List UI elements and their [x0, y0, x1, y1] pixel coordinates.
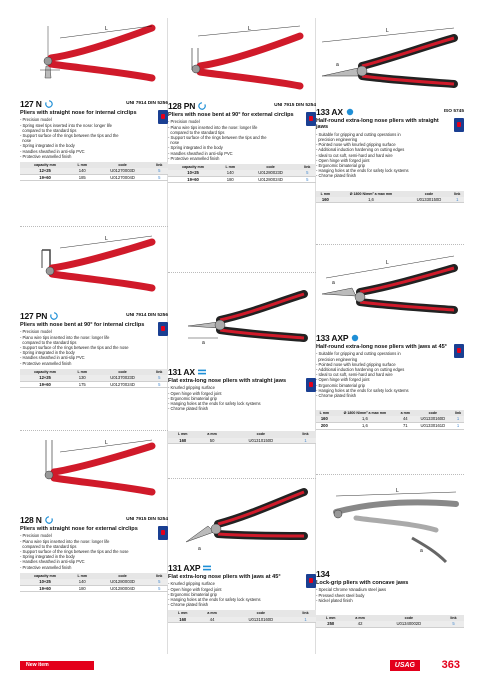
table-header: a mm: [397, 410, 413, 416]
feature-list: [168, 385, 316, 411]
table-link-cell[interactable]: 1: [451, 197, 464, 203]
table-header: link: [299, 164, 316, 170]
product-image: [20, 230, 168, 310]
table-cell: 42: [346, 621, 375, 627]
external-circlip-icon: [45, 516, 53, 524]
product-133axp: [316, 248, 464, 430]
feature-item: - Piano wire tips inserted into the nose: longer life: [168, 124, 258, 130]
table-header: L mm: [70, 369, 94, 375]
feature-list: [316, 132, 464, 179]
svg-text:L: L: [105, 440, 108, 446]
table-link-cell[interactable]: 5: [151, 579, 168, 585]
certification-badge-icon: [158, 526, 168, 540]
feature-item: - Support surface of the rings between the tips and the: [20, 133, 119, 139]
product-image: [168, 18, 316, 100]
certification-badge-icon: [454, 344, 464, 358]
feature-item: - Support surface of the rings between the tips and the: [168, 135, 267, 141]
table-row: [168, 176, 316, 183]
table-header: L mm: [316, 191, 335, 197]
table-cell: 1,6: [335, 197, 407, 203]
table-link-cell[interactable]: 5: [151, 174, 168, 181]
product-title: Pliers with straight nose for internal circlips: [20, 110, 137, 116]
standard-label: UNI 7914 DIN 5256: [126, 101, 168, 106]
page-number: 363: [441, 659, 460, 671]
feature-item: - Nickel plated finish: [316, 597, 353, 603]
svg-text:a: a: [336, 62, 339, 68]
table-header: L mm: [218, 164, 242, 170]
feature-item: - Additional induction hardening on cutting edges: [316, 367, 405, 373]
table-cell: 160: [168, 438, 198, 444]
feature-item: - Hanging holes at the ends for safety lock systems: [316, 387, 409, 393]
circlip-pliers-illustration: [20, 18, 168, 98]
table-header: code: [375, 615, 443, 621]
external-circlip-pliers-illustration: [20, 434, 168, 514]
feature-item: precision engineering: [316, 356, 358, 362]
feature-item: - Hanging holes at the ends for safety lock systems: [168, 597, 261, 603]
table-header: Ø 1800 N/mm² a max mm: [333, 410, 397, 416]
svg-text:L: L: [386, 28, 389, 34]
feature-item: - Chrome plated finish: [316, 173, 357, 179]
feature-item: - Special Chrome Vanadium steel jaws: [316, 587, 387, 593]
table-cell: 1,6: [333, 423, 397, 430]
page-footer: [20, 660, 460, 672]
feature-item: - Knurled gripping surface: [168, 581, 215, 587]
table-cell: 50: [198, 438, 227, 444]
table-header: code: [94, 369, 150, 375]
internal-circlip-icon: [45, 100, 53, 108]
product-title: Half-round extra-long nose pliers with straight jaws: [316, 118, 439, 131]
table-cell: U01270004D: [94, 174, 150, 181]
half-round-nose-pliers-illustration: [316, 18, 464, 106]
table-header: a mm: [198, 431, 227, 437]
feature-item: - Chrome plated finish: [168, 602, 209, 608]
feature-item: - Suitable for gripping and cutting operations in: [316, 131, 401, 137]
product-image: [316, 482, 464, 568]
external-circlip-icon: [198, 102, 206, 110]
table-cell: 180: [70, 585, 94, 592]
feature-item: - Piano wire tips inserted into the nose: longer life: [20, 334, 110, 340]
feature-item: - Chrome plated finish: [168, 406, 209, 412]
svg-text:a: a: [420, 548, 423, 554]
feature-item: - Support surface of the rings between the tips and the nose: [20, 345, 129, 351]
product-code: 127 N: [20, 98, 42, 109]
feature-item: - Ideal to cut soft, semi-hard and hard wire: [316, 372, 393, 378]
feature-item: - Knurled gripping surface: [168, 385, 215, 391]
feature-item: compared to the standard tips: [20, 127, 77, 133]
spec-table: [316, 615, 464, 628]
product-title: Pliers with straight nose for external circlips: [20, 526, 138, 532]
table-cell: 19÷60: [20, 381, 70, 388]
table-link-cell[interactable]: 5: [299, 170, 316, 176]
table-cell: U01280024D: [242, 176, 298, 183]
product-image: [20, 434, 168, 514]
table-link-cell[interactable]: 5: [299, 176, 316, 183]
table-cell: 160: [168, 617, 198, 623]
feature-item: - Precision model: [20, 533, 52, 539]
svg-text:a: a: [332, 280, 335, 286]
feature-list: [20, 117, 168, 159]
spec-table: [20, 573, 168, 592]
table-cell: 1,6: [333, 416, 397, 422]
product-title: Flat extra-long nose pliers with jaws at 45°: [168, 574, 281, 580]
table-row: [168, 617, 316, 623]
table-header: code: [227, 610, 295, 616]
product-131ax: [168, 276, 316, 444]
certification-badge-icon: [306, 378, 316, 392]
product-127pn: [20, 230, 168, 388]
feature-item: - Spring integrated in the body: [20, 554, 75, 560]
round-nose-icon: [351, 334, 359, 342]
table-cell: 19÷60: [20, 585, 70, 592]
table-row: [20, 174, 168, 181]
feature-list: [20, 329, 168, 365]
feature-item: - Pointed nose with knurled gripping surface: [316, 361, 396, 367]
table-cell: 185: [70, 174, 94, 181]
feature-item: - Precision model: [168, 119, 200, 125]
table-cell: 19÷60: [20, 174, 70, 181]
product-title: Pliers with nose bent at 90° for internal circlips: [20, 322, 145, 328]
table-row: [316, 197, 464, 203]
table-cell: U01270024D: [94, 381, 150, 388]
flat-nose-icon: [198, 368, 206, 376]
svg-text:L: L: [386, 260, 389, 266]
feature-list: [20, 533, 168, 569]
feature-item: - Handles sheathed in anti-slip PVC: [20, 355, 85, 361]
table-header: link: [295, 610, 316, 616]
table-link-cell[interactable]: 1: [295, 438, 316, 444]
table-cell: 160: [316, 197, 335, 203]
product-image: [316, 248, 464, 332]
svg-text:L: L: [396, 488, 399, 494]
standard-label: UNI 7915 DIN 5254: [126, 517, 168, 522]
spec-table: [168, 610, 316, 623]
feature-item: compared to the standard tips: [20, 543, 77, 549]
table-header: code: [94, 573, 150, 579]
feature-item: - Pointed nose with knurled gripping surface: [316, 142, 396, 148]
table-header: L mm: [168, 431, 198, 437]
feature-item: - Hanging holes at the ends for safety lock systems: [168, 401, 261, 407]
table-header: link: [151, 573, 168, 579]
table-header: link: [451, 191, 464, 197]
feature-item: - Hanging holes at the ends for safety lock systems: [316, 168, 409, 174]
standard-label: UNI 7914 DIN 5256: [126, 313, 168, 318]
feature-item: compared to the standard tips: [168, 129, 225, 135]
feature-item: - Spring steel tips inserted into the nose: longer life: [20, 122, 112, 128]
product-image: [20, 18, 168, 98]
feature-item: - Protective enamelled finish: [168, 155, 220, 161]
feature-item: - Ideal to cut soft, semi-hard and hard wire: [316, 152, 393, 158]
table-link-cell[interactable]: 1: [452, 416, 464, 422]
product-code: 127 PN: [20, 310, 48, 321]
table-header: capacity mm: [20, 573, 70, 579]
feature-item: - Open hinge with forged joint: [316, 157, 370, 163]
feature-item: - Handles sheathed in anti-slip PVC: [168, 150, 233, 156]
table-header: a mm: [198, 610, 227, 616]
flat-nose-pliers-45-illustration: [168, 480, 316, 562]
table-link-cell[interactable]: 1: [295, 617, 316, 623]
product-code: 128 N: [20, 514, 42, 525]
feature-item: - Handles sheathed in anti-slip PVC: [20, 559, 85, 565]
product-code: 134: [316, 568, 330, 579]
feature-item: nose: [20, 138, 32, 144]
feature-item: - Pressed sheet steel body: [316, 592, 365, 598]
feature-item: - Chrome plated finish: [316, 393, 357, 399]
feature-list: [316, 587, 464, 603]
feature-item: - Open hinge with forged joint: [168, 390, 222, 396]
table-cell: 180: [218, 176, 242, 183]
product-image: [168, 276, 316, 366]
lock-grip-pliers-illustration: [316, 482, 464, 568]
table-link-cell[interactable]: 5: [151, 381, 168, 388]
flat-nose-pliers-illustration: [168, 276, 316, 366]
feature-item: - Spring integrated in the body: [20, 143, 75, 149]
spec-table: [316, 410, 464, 429]
product-134: [316, 482, 464, 628]
table-cell: U01340002D: [375, 621, 443, 627]
table-cell: 160: [316, 416, 333, 422]
table-header: L mm: [70, 573, 94, 579]
table-cell: U01280023D: [242, 170, 298, 176]
table-header: capacity mm: [20, 162, 70, 168]
feature-item: - Open hinge with forged joint: [168, 586, 222, 592]
table-header: Ø 1800 N/mm² a max mm: [335, 191, 407, 197]
table-cell: 200: [316, 423, 333, 430]
feature-item: compared to the standard tips: [20, 339, 77, 345]
table-header: L mm: [316, 410, 333, 416]
table-row: [20, 381, 168, 388]
svg-text:L: L: [105, 236, 108, 242]
table-row: [316, 423, 464, 430]
feature-item: - Ergonomic bimaterial grip: [168, 591, 217, 597]
table-cell: U01280003D: [94, 579, 150, 585]
table-cell: U01330160D: [414, 416, 453, 422]
table-header: L mm: [70, 162, 94, 168]
svg-text:L: L: [248, 26, 251, 32]
table-link-cell[interactable]: 5: [151, 585, 168, 592]
table-link-cell[interactable]: 5: [151, 375, 168, 381]
feature-item: - Piano wire tips inserted into the nose: longer life: [20, 538, 110, 544]
table-cell: 12÷25: [20, 168, 70, 174]
table-cell: 10÷25: [20, 579, 70, 585]
table-header: link: [151, 162, 168, 168]
spec-table: [316, 191, 464, 204]
table-row: [316, 621, 464, 627]
certification-badge-icon: [158, 322, 168, 336]
flat-nose-icon: [203, 564, 211, 572]
product-133ax: [316, 18, 464, 203]
table-header: link: [151, 369, 168, 375]
product-128pn: [168, 18, 316, 183]
table-header: link: [452, 410, 464, 416]
product-code: 133 AX: [316, 106, 343, 117]
table-header: L mm: [168, 610, 198, 616]
product-image: [316, 18, 464, 106]
half-round-nose-pliers-45-illustration: [316, 248, 464, 332]
spec-table: [20, 162, 168, 181]
table-cell: U01280004D: [94, 585, 150, 592]
feature-item: - Protective enamelled finish: [20, 564, 72, 570]
table-header: link: [443, 615, 464, 621]
table-link-cell[interactable]: 1: [452, 423, 464, 430]
table-link-cell[interactable]: 5: [151, 168, 168, 174]
table-cell: U01310160D: [227, 617, 295, 623]
product-128n: [20, 434, 168, 592]
table-link-cell[interactable]: 5: [443, 621, 464, 627]
table-cell: 71: [397, 423, 413, 430]
product-127n: [20, 18, 168, 181]
product-code: 128 PN: [168, 100, 196, 111]
table-header: capacity mm: [20, 369, 70, 375]
table-row: [168, 438, 316, 444]
spec-table: [168, 431, 316, 444]
table-cell: 19÷60: [168, 176, 218, 183]
table-header: code: [414, 410, 453, 416]
certification-badge-icon: [454, 118, 464, 132]
feature-item: nose: [168, 140, 180, 146]
feature-item: - Open hinge with forged joint: [316, 377, 370, 383]
table-header: capacity mm: [168, 164, 218, 170]
table-cell: U01310150D: [227, 438, 295, 444]
product-131axp: [168, 480, 316, 623]
table-cell: U01330150D: [407, 197, 450, 203]
table-cell: 140: [70, 579, 94, 585]
feature-item: - Ergonomic bimaterial grip: [168, 395, 217, 401]
feature-item: - Protective enamelled finish: [20, 153, 72, 159]
feature-item: - Spring integrated in the body: [20, 350, 75, 356]
feature-list: [168, 581, 316, 607]
svg-text:a: a: [202, 340, 205, 346]
feature-item: - Spring integrated in the body: [168, 145, 223, 151]
standard-label: ISO 5745: [443, 109, 464, 114]
round-nose-icon: [346, 108, 354, 116]
certification-badge-icon: [306, 574, 316, 588]
brand-logo: USAG: [390, 660, 420, 671]
table-cell: U01370023D: [94, 375, 150, 381]
product-title: Lock-grip pliers with concave jaws: [316, 580, 409, 586]
table-cell: 12÷25: [20, 375, 70, 381]
feature-item: - Protective enamelled finish: [20, 360, 72, 366]
product-code: 131 AX: [168, 366, 195, 377]
table-cell: 10÷25: [168, 170, 218, 176]
new-item-label: New item: [20, 661, 94, 670]
table-cell: 250: [316, 621, 346, 627]
table-header: link: [295, 431, 316, 437]
feature-item: - Support surface of the rings between the tips and the nose: [20, 549, 129, 555]
feature-item: - Ergonomic bimaterial grip: [316, 163, 365, 169]
circlip-pliers-bent-illustration: [168, 18, 316, 100]
feature-item: - Suitable for gripping and cutting operations in: [316, 351, 401, 357]
feature-item: - Precision model: [20, 329, 52, 335]
feature-item: precision engineering: [316, 137, 358, 143]
spec-table: [168, 164, 316, 183]
svg-text:L: L: [105, 26, 108, 32]
table-cell: 175: [70, 381, 94, 388]
product-title: Flat extra-long nose pliers with straight jaws: [168, 378, 287, 384]
standard-label: UNI 7915 DIN 5254: [274, 103, 316, 108]
feature-list: [316, 351, 464, 398]
table-header: code: [227, 431, 295, 437]
feature-item: - Ergonomic bimaterial grip: [316, 382, 365, 388]
product-image: [168, 480, 316, 562]
table-header: code: [242, 164, 298, 170]
table-cell: 140: [70, 168, 94, 174]
internal-circlip-icon: [50, 312, 58, 320]
feature-list: [168, 119, 316, 161]
certification-badge-icon: [158, 110, 168, 124]
table-cell: 140: [218, 170, 242, 176]
table-cell: U01270003D: [94, 168, 150, 174]
feature-item: - Precision model: [20, 117, 52, 123]
spec-table: [20, 369, 168, 388]
circlip-pliers-bent-illustration: [20, 230, 168, 310]
certification-badge-icon: [306, 112, 316, 126]
feature-item: - Handles sheathed in anti-slip PVC: [20, 148, 85, 154]
table-header: L mm: [316, 615, 346, 621]
svg-text:a: a: [198, 546, 201, 552]
product-code: 131 AXP: [168, 562, 201, 573]
product-title: Half-round extra-long nose pliers with jaws at 45°: [316, 344, 447, 350]
product-code: 133 AXP: [316, 332, 349, 343]
table-cell: 44: [397, 416, 413, 422]
product-title: Pliers with nose bent at 90° for external circlips: [168, 112, 294, 118]
table-cell: 130: [70, 375, 94, 381]
table-header: a mm: [346, 615, 375, 621]
table-cell: 44: [198, 617, 227, 623]
table-row: [20, 585, 168, 592]
feature-item: - Additional induction hardening on cutting edges: [316, 147, 405, 153]
table-cell: U01330161D: [414, 423, 453, 430]
table-header: code: [94, 162, 150, 168]
table-header: code: [407, 191, 450, 197]
